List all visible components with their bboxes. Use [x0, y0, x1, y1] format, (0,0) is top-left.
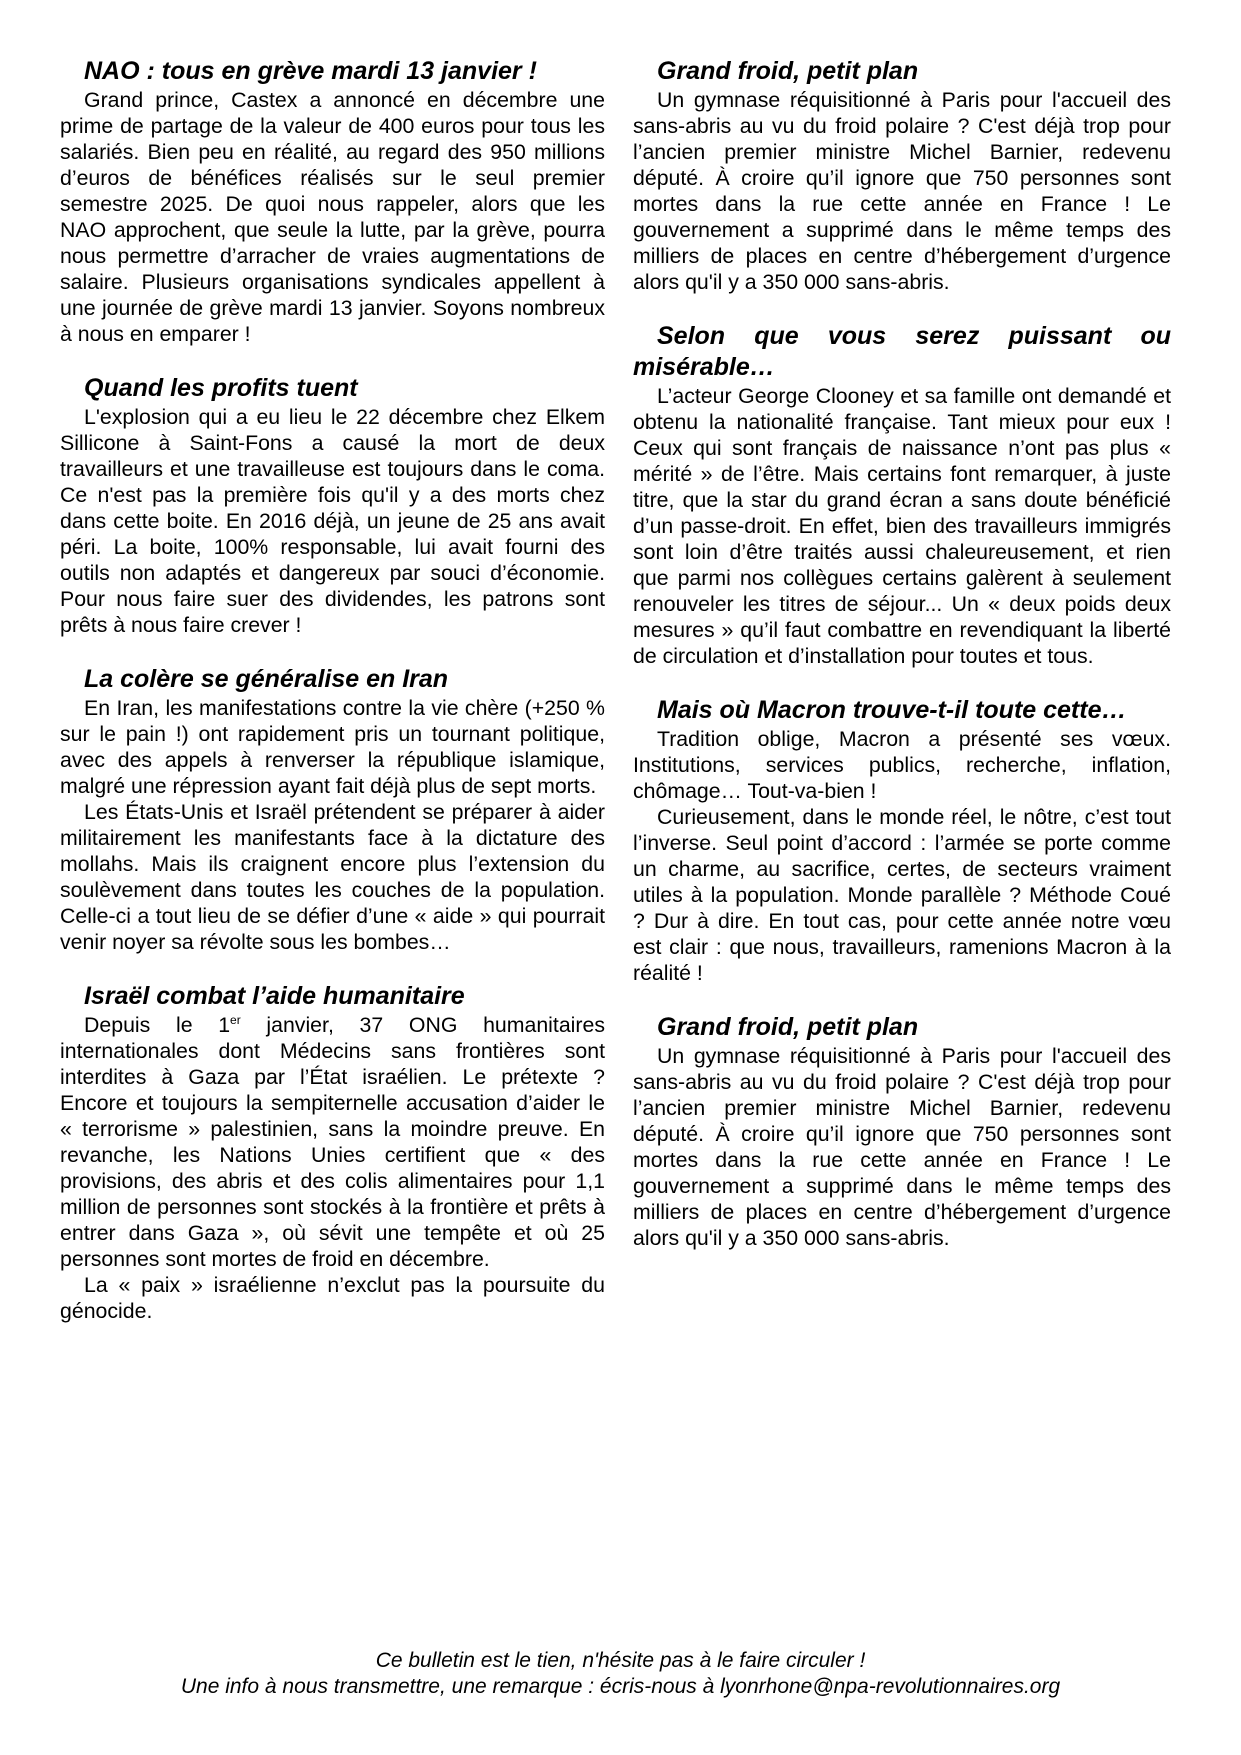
right-column [633, 56, 1171, 1251]
article-profits-tuent [60, 373, 605, 638]
article-headline: La colère se généralise en Iran [84, 665, 449, 693]
article-paragraph: Les États-Unis et Israël prétendent se préparer à aider militairement les manifestants face à la dictature des mollahs. Mais ils craignent encore plus l’extension du soulèvement dans toutes les couches de la population. Celle-ci a tout lieu de se défier d’une « aide » qui pourrait venir noyer sa révolte sous les bombes… [60, 800, 605, 954]
text-span: Depuis le 1 [84, 1013, 231, 1037]
article-iran [60, 664, 605, 955]
article-paragraph: En Iran, les manifestations contre la vie chère (+250 % sur le pain !) ont rapidement pris un tournant politique, avec des appels à renverser la république islamique, malgré une répression ayant fait déjà plus de sept morts. [60, 696, 605, 798]
footer-line-contact: Une info à nous transmettre, une remarque : écris-nous à lyonrhone@npa-revolutionnaires.org [180, 1675, 1061, 1698]
footer [0, 1648, 1241, 1700]
article-paragraph: L'explosion qui a eu lieu le 22 décembre chez Elkem Sillicone à Saint-Fons a causé la mort de deux travailleurs et une travailleuse est toujours dans le coma. Ce n'est pas la première fois qu'il y a des morts chez dans cette boite. En 2016 déjà, un jeune de 25 ans avait péri. La boite, 100% responsable, lui avait fourni des outils non adaptés et dangereux par souci d’économie. Pour nous faire suer des dividendes, les patrons sont prêts à nous faire crever ! [60, 405, 605, 637]
article-headline: Quand les profits tuent [84, 374, 358, 402]
article-macron [633, 695, 1171, 986]
left-column [60, 56, 605, 1324]
article-headline: NAO : tous en grève mardi 13 janvier ! [84, 57, 537, 85]
article-headline: Grand froid, petit plan [657, 1013, 919, 1041]
article-headline: Selon que vous serez puissant ou misérable… [633, 322, 1171, 381]
article-paragraph: Curieusement, dans le monde réel, le nôtre, c’est tout l’inverse. Seul point d’accord : l’armée se porte comme un charme, au sacrifice, certes, de secteurs vraiment utiles à la population. Monde parallèle ? Méthode Coué ? Dur à dire. En tout cas, pour cette année notre vœu est clair : que nous, travailleurs, ramenions Macron à la réalité ! [633, 805, 1171, 985]
text-span: janvier, 37 ONG humanitaires internationales dont Médecins sans frontières sont interdites à Gaza par l’État israélien. Le prétexte ? Encore et toujours la sempiternelle accusation d’aider le « terrorisme » palestinien, sans la moindre preuve. En revanche, les Nations Unies certifient que « des provisions, des abris et des colis alimentaires pour 1,1 million de personnes sont stockés à la frontière et prêts à entrer dans Gaza », où sévit une tempête et où 25 personnes sont mortes de froid en décembre. [60, 1013, 605, 1271]
article-paragraph: Grand prince, Castex a annoncé en décembre une prime de partage de la valeur de 400 euros pour tous les salariés. Bien peu en réalité, au regard des 950 millions d’euros de bénéfices réalisés sur le seul premier semestre 2025. De quoi nous rappeler, alors que les NAO approchent, que seule la lutte, par la grève, pourra nous permettre d’arracher de vraies augmentations de salaire. Plusieurs organisations syndicales appellent à une journée de grève mardi 13 janvier. Soyons nombreux à nous en emparer ! [60, 88, 605, 346]
article-paragraph: Tradition oblige, Macron a présenté ses vœux. Institutions, services publics, recherche, inflation, chômage… Tout-va-bien ! [633, 727, 1171, 803]
article-paragraph: L’acteur George Clooney et sa famille ont demandé et obtenu la nationalité française. Tant mieux pour eux ! Ceux qui sont français de naissance n’ont pas plus « mérité » de l’être. Mais certains font remarquer, à juste titre, que la star du grand écran a sans doute bénéficié d’un passe-droit. En effet, bien des travailleurs immigrés sont loin d’être traités aussi chaleureusement, et rien que parmi nos collègues certains galèrent à seulement renouveler les titres de séjour... Un « deux poids deux mesures » qu’il faut combattre en revendiquant la liberté de circulation et d’installation pour toutes et tous. [633, 384, 1171, 668]
article-headline: Israël combat l’aide humanitaire [84, 982, 465, 1010]
article-grand-froid-repeat [633, 1012, 1171, 1251]
footer-line-share: Ce bulletin est le tien, n'hésite pas à le faire circuler ! [375, 1649, 866, 1672]
article-nao-greve [60, 56, 605, 347]
article-israel-aide [60, 981, 605, 1324]
article-headline: Mais où Macron trouve-t-il toute cette… [657, 696, 1127, 724]
article-paragraph: La « paix » israélienne n’exclut pas la poursuite du génocide. [60, 1273, 605, 1323]
article-paragraph [60, 1012, 605, 1272]
superscript: er [230, 1012, 241, 1027]
article-paragraph: Un gymnase réquisitionné à Paris pour l'accueil des sans-abris au vu du froid polaire ? C'est déjà trop pour l’ancien premier ministre Michel Barnier, redevenu député. À croire qu’il ignore que 750 personnes sont mortes dans la rue cette année en France ! Le gouvernement a supprimé dans le même temps des milliers de places en centre d’hébergement d’urgence alors qu'il y a 350 000 sans-abris. [633, 88, 1171, 294]
article-grand-froid [633, 56, 1171, 295]
article-headline: Grand froid, petit plan [657, 57, 919, 85]
article-paragraph: Un gymnase réquisitionné à Paris pour l'accueil des sans-abris au vu du froid polaire ? C'est déjà trop pour l’ancien premier ministre Michel Barnier, redevenu député. À croire qu’il ignore que 750 personnes sont mortes dans la rue cette année en France ! Le gouvernement a supprimé dans le même temps des milliers de places en centre d’hébergement d’urgence alors qu'il y a 350 000 sans-abris. [633, 1044, 1171, 1250]
article-puissant-miserable [633, 321, 1171, 669]
